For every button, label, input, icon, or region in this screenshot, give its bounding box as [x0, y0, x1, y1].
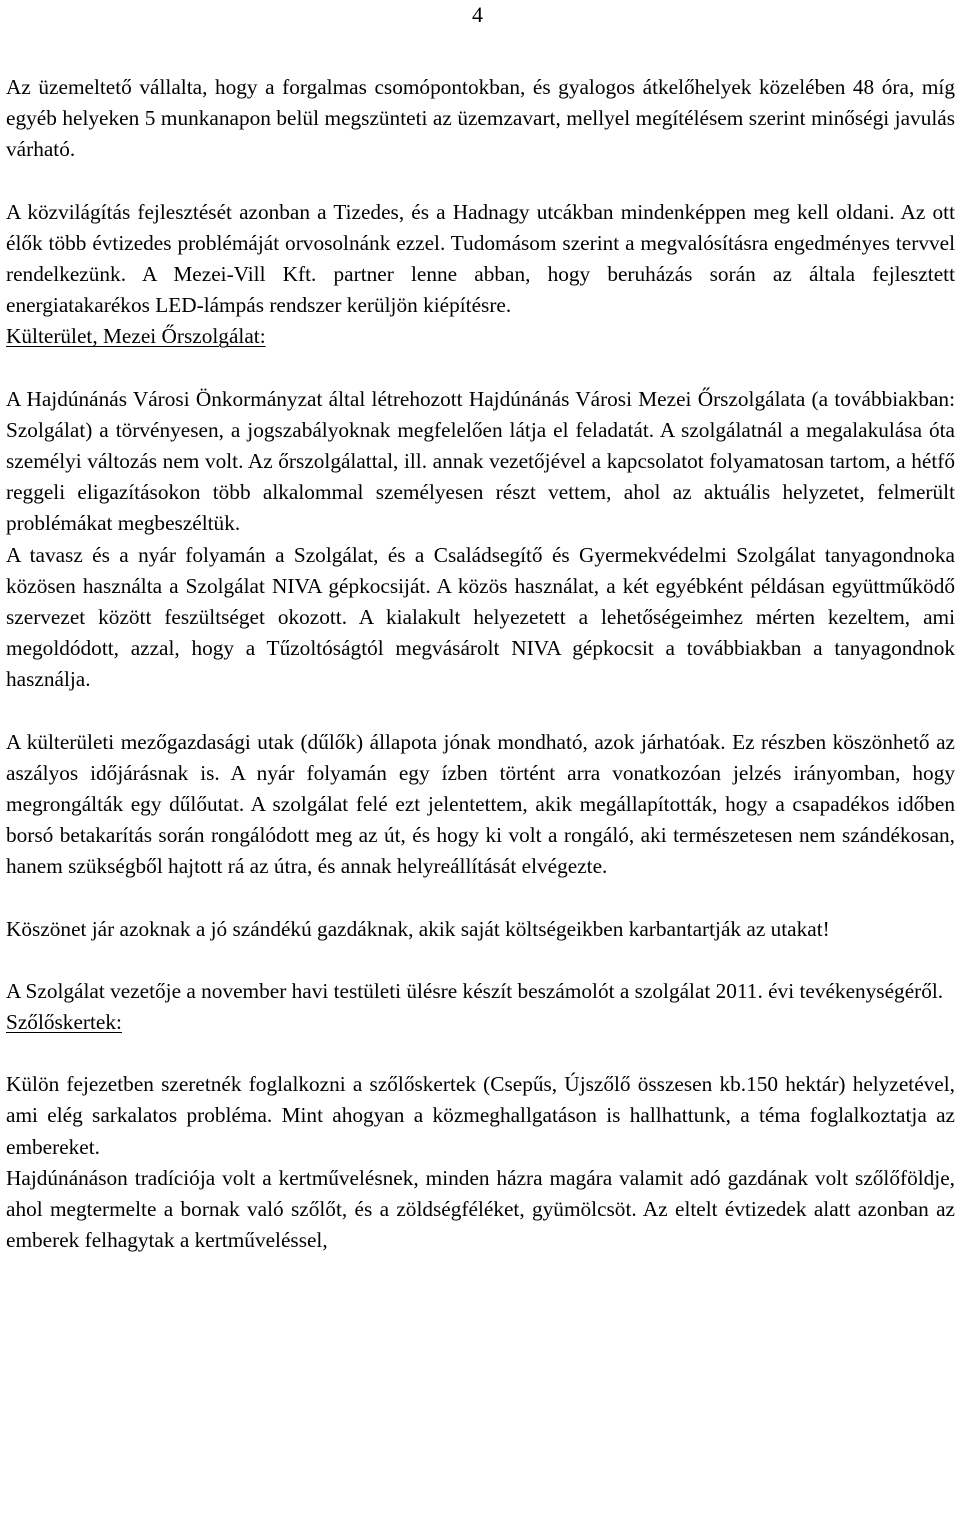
paragraph-niva-vehicle: A tavasz és a nyár folyamán a Szolgálat, és a Családsegítő és Gyermekvédelmi Szolgálat tanyagondnoka közösen használta a Szolgálat NIVA gépkocsiját. A közös használat, a két egyébként példásan együttműködő szervezet között feszültséget okozott. A kialakult helyezetett a lehetőségeimhez mérten kezeltem, ami megoldódott, azzal, hogy a Tűzoltóságtól megvásárolt NIVA gépkocsit a továbbiakban a tanyagondnok használja.: [6, 542, 955, 692]
paragraph-agricultural-roads: A külterületi mezőgazdasági utak (dűlők) állapota jónak mondható, azok járhatóak. Ez részben köszönhető az aszályos időjárásnak is. A nyár folyamán egy ízben történt arra vonatkozóan jelzés irányomban, hogy megrongálták egy dűlőutat. A szolgálat felé ezt jelentettem, akik megállapították, hogy a csapadékos időben borsó betakarítás során rongálódott meg az út, és hogy ki volt a rongáló, aki természetesen nem szándékosan, hanem szükségből hajtott rá az útra, és annak helyreállítását elvégezte.: [6, 729, 955, 879]
paragraph-service-report: A Szolgálat vezetője a november havi testületi ülésre készít beszámolót a szolgálat 2011. évi tevékenységéről.: [6, 978, 944, 1003]
paragraph-street-lighting: A közvilágítás fejlesztését azonban a Tizedes, és a Hadnagy utcákban mindenképpen meg kell oldani. Az ott élők több évtizedes problémáját orvosolnánk ezzel. Tudomásom szerint a megvalósításra engedményes tervvel rendelkezünk. A Mezei-Vill Kft. partner lenne abban, hogy beruházás során az általa fejlesztett energiatakarékos LED-lámpás rendszer kerüljön kiépítésre.: [6, 199, 955, 318]
document-body: [6, 72, 955, 1257]
section-heading-vineyards: Szőlőskertek:: [6, 1010, 122, 1035]
paragraph-vineyards-problem: Külön fejezetben szeretnék foglalkozni a szőlőskertek (Csepűs, Újszőlő összesen kb.150 hektár) helyzetével, ami elég sarkalatos probléma. Mint ahogyan a közmeghallgatáson is hallhattunk, a téma foglalkoztatja az embereket.: [6, 1072, 955, 1159]
paragraph-traffic-outage: Az üzemeltető vállalta, hogy a forgalmas csomópontokban, és gyalogos átkelőhelyek közelében 48 óra, míg egyéb helyeken 5 munkanapon belül megszünteti az üzemzavart, mellyel megítélésem szerint minőségi javulás várható.: [6, 75, 955, 162]
paragraph-vineyards-tradition: Hajdúnánáson tradíciója volt a kertművelésnek, minden házra magára valamit adó gazdának volt szőlőföldje, ahol megtermelte a bornak való szőlőt, és a zöldségféléket, gyümölcsöt. Az eltelt évtizedek alatt azonban az emberek felhagytak a kertműveléssel,: [6, 1165, 955, 1253]
paragraph-thanks-farmers: Köszönet jár azoknak a jó szándékú gazdáknak, akik saját költségeikben karbantartják az utakat!: [6, 916, 830, 941]
page-number: 4: [472, 2, 483, 27]
section-heading-field-guard: Külterület, Mezei Őrszolgálat:: [6, 324, 266, 349]
paragraph-field-guard-service: A Hajdúnánás Városi Önkormányzat által létrehozott Hajdúnánás Városi Mezei Őrszolgálata (a továbbiakban: Szolgálat) a törvényesen, a jogszabályoknak megfelelően látja el feladatát. A szolgálatnál a megalakulása óta személyi változás nem volt. Az őrszolgálattal, ill. annak vezetőjével a kapcsolatot folyamatosan tartom, a hétfő reggeli eligazításokon több alkalommal személyesen részt vettem, ahol az aktuális helyzetet, felmerült problémákat megbeszéltük.: [6, 386, 955, 536]
